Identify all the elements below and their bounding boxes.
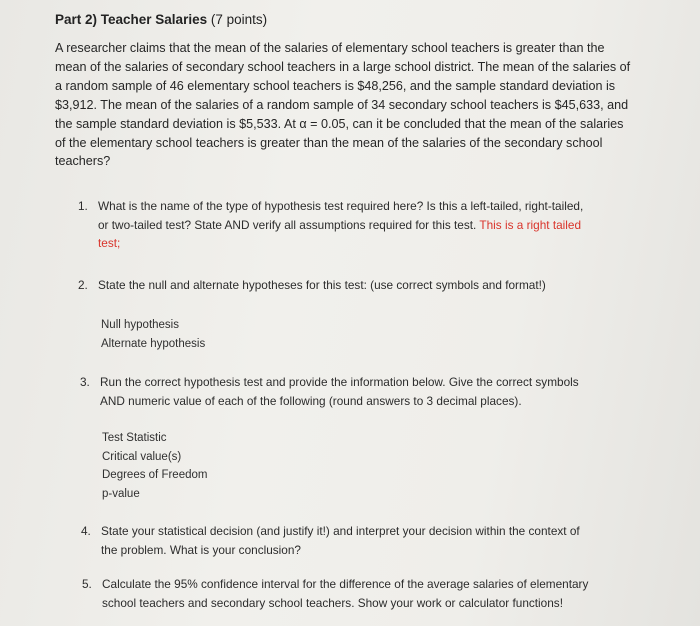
null-hypothesis-label: Null hypothesis (101, 319, 179, 331)
answer-text: This is a right tailed (479, 217, 582, 232)
question-text (100, 373, 640, 410)
question-line: Run the correct hypothesis test and provide the information below. Give the correct symbols (100, 375, 579, 389)
question-4 (81, 522, 641, 562)
part-heading (55, 12, 267, 27)
question-number: 3. (80, 375, 90, 389)
intro-line: of the elementary school teachers is greater than the mean of the salaries of the secondary school (55, 135, 603, 150)
question-line: State the null and alternate hypotheses for this test: (use correct symbols and format!) (98, 278, 546, 292)
question-5 (82, 575, 642, 615)
question-number: 1. (78, 199, 88, 213)
alternate-hypothesis-label: Alternate hypothesis (101, 337, 206, 350)
degrees-of-freedom-label: Degrees of Freedom (102, 469, 208, 482)
question-line: school teachers and secondary school teachers. Show your work or calculator functions! (102, 595, 563, 610)
question-number: 5. (82, 577, 92, 591)
problem-statement (55, 39, 645, 171)
question-line: AND numeric value of each of the following (round answers to 3 decimal places). (100, 393, 522, 408)
question-3 (80, 373, 640, 413)
question-text (98, 276, 638, 295)
question-1 (78, 197, 638, 257)
question-line-text: or two-tailed test? State AND verify all assumptions required for this test. (98, 217, 477, 232)
answer-text-continued: test; (98, 236, 121, 250)
question-line: State your statistical decision (and justify it!) and interpret your decision within the context of (101, 524, 580, 538)
question-number: 4. (81, 524, 91, 538)
intro-line: A researcher claims that the mean of the salaries of elementary school teachers is greater than the (55, 41, 605, 55)
question-text (102, 575, 642, 612)
question-text (101, 522, 641, 559)
question-text (98, 197, 638, 253)
question-line: the problem. What is your conclusion? (101, 542, 301, 557)
intro-line: teachers? (55, 154, 111, 169)
intro-line: mean of the salaries of secondary school teachers in a large school district. The mean of the salaries of (55, 59, 631, 74)
intro-line: a random sample of 46 elementary school teachers is $48,256, and the sample standard deviation is (55, 78, 616, 93)
intro-line: the sample standard deviation is $5,533. At α = 0.05, can it be concluded that the mean of the salaries (55, 116, 624, 131)
critical-values-label: Critical value(s) (102, 450, 182, 463)
question-line: Calculate the 95% confidence interval for the difference of the average salaries of elementary (102, 577, 589, 591)
part-title: Part 2) Teacher Salaries (55, 12, 208, 27)
p-value-label: p-value (102, 488, 140, 501)
question-number: 2. (78, 278, 88, 292)
test-statistic-label: Test Statistic (102, 432, 167, 444)
part-points: (7 points) (210, 12, 268, 27)
hypotheses-list (101, 316, 205, 353)
question-2 (78, 276, 638, 296)
question-line (98, 216, 638, 235)
intro-line: $3,912. The mean of the salaries of a random sample of 34 secondary school teachers is $45,633, and (55, 97, 629, 112)
test-results-list (102, 429, 207, 504)
question-line: What is the name of the type of hypothesis test required here? Is this a left-tailed, right-tailed, (98, 199, 584, 213)
